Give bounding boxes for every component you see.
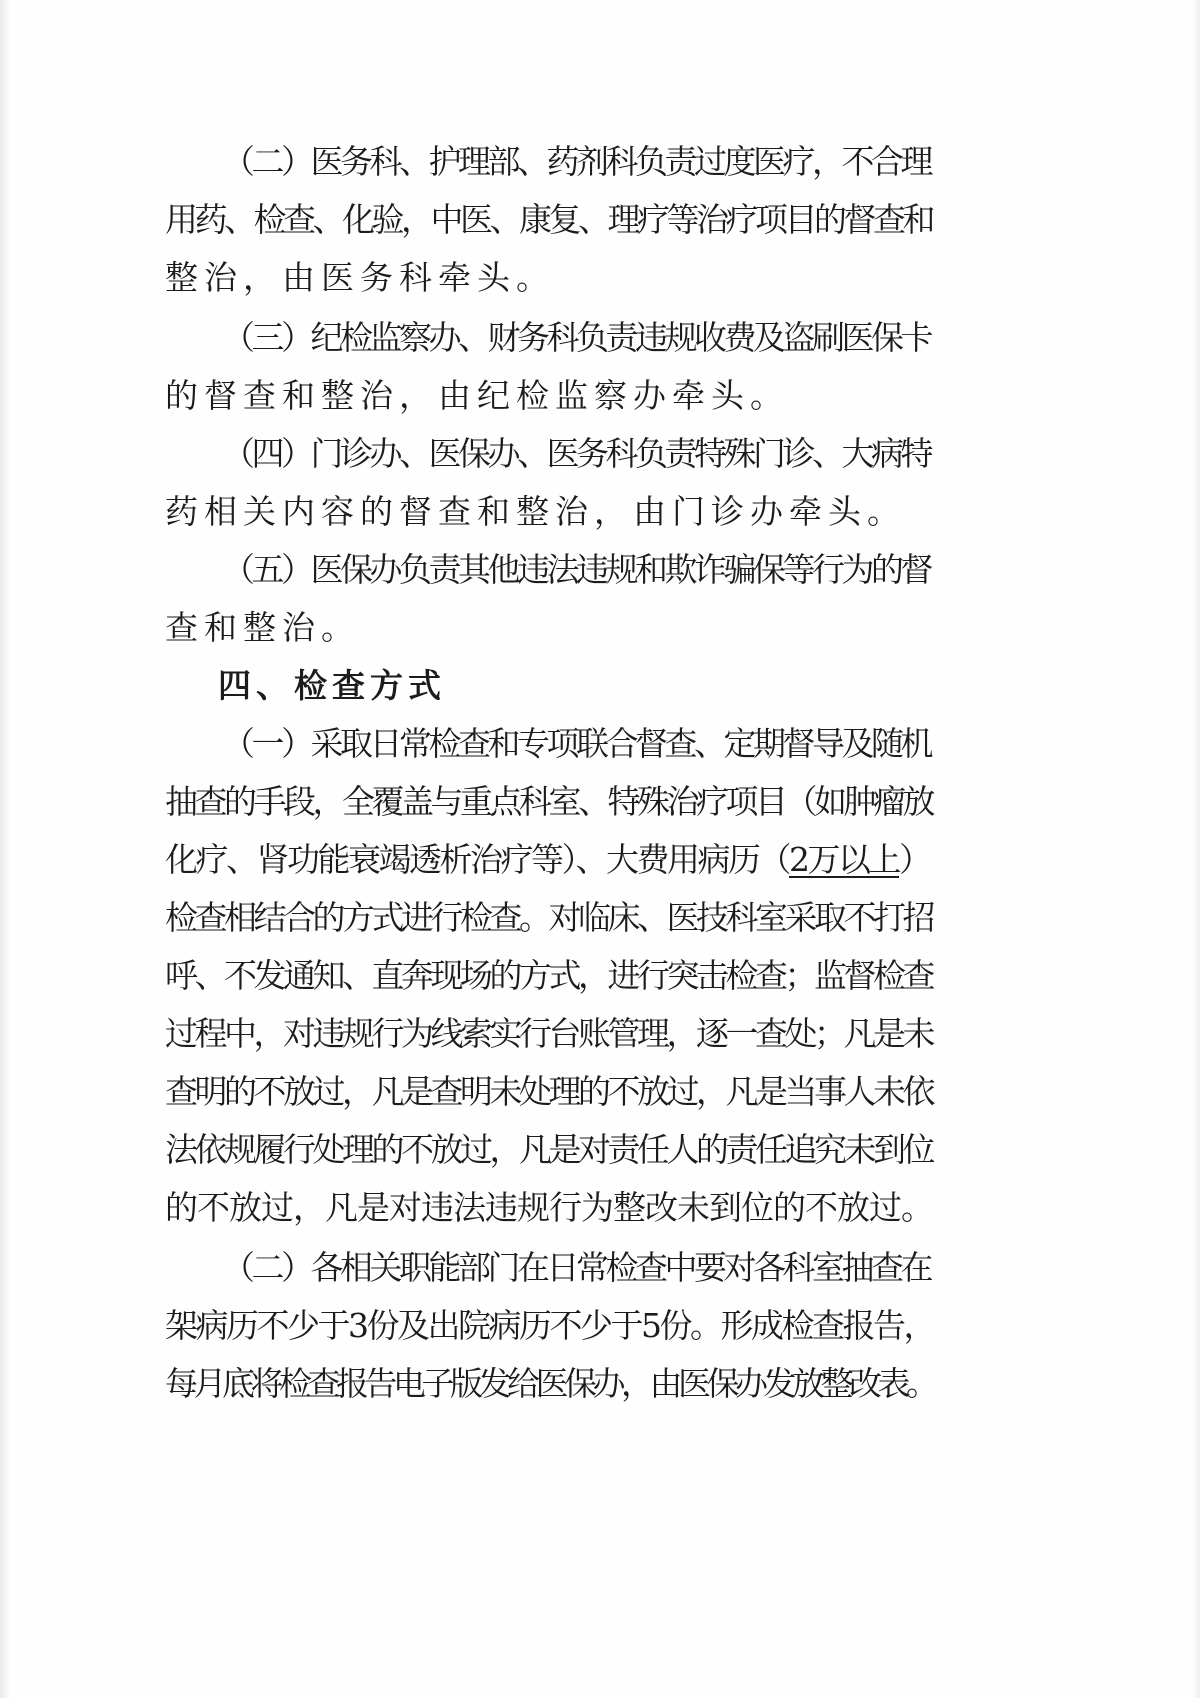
line-text: ） (899, 840, 930, 879)
paragraph-line: 每月底将检查报告电子版发给医保办，由医保办发放整改表。 (165, 1364, 935, 1403)
paragraph-line: 法依规履行处理的不放过，凡是对责任人的责任追究未到位 (165, 1130, 932, 1169)
paragraph-line: （二）各相关职能部门在日常检查中要对各科室抽查在 (222, 1248, 930, 1287)
scan-edge-right (1192, 0, 1200, 1698)
paragraph-line: 查明的不放过，凡是查明未处理的不放过，凡是当事人未依 (165, 1072, 932, 1111)
paragraph-line: （二）医务科、护理部、药剂科负责过度医疗，不合理 (222, 142, 930, 181)
scan-edge-left (0, 0, 10, 1698)
paragraph-line: （四）门诊办、医保办、医务科负责特殊门诊、大病特 (222, 434, 930, 473)
paragraph-line: 的督查和整治，由纪检监察办牵头。 (165, 376, 789, 415)
paragraph-line: 架病历不少于3份及出院病历不少于5份。形成检查报告， (165, 1306, 934, 1345)
paragraph-line: 整治，由医务科牵头。 (165, 258, 555, 297)
paragraph-line: 检查相结合的方式进行检查。对临床、医技科室采取不打招 (165, 898, 932, 937)
paragraph-line: 药相关内容的督查和整治，由门诊办牵头。 (165, 492, 906, 531)
paragraph-line: （一）采取日常检查和专项联合督查、定期督导及随机 (222, 724, 930, 763)
paragraph-line: 抽查的手段，全覆盖与重点科室、特殊治疗项目（如肿瘤放 (165, 782, 932, 821)
paragraph-line: 查和整治。 (165, 608, 360, 647)
section-heading: 四、检查方式 (218, 666, 446, 705)
paragraph-line: （五）医保办负责其他违法违规和欺诈骗保等行为的督 (222, 550, 930, 589)
paragraph-line: 用药、检查、化验，中医、康复、理疗等治疗项目的督查和 (165, 200, 932, 239)
paragraph-line: 过程中，对违规行为线索实行台账管理，逐一查处；凡是未 (165, 1014, 932, 1053)
paragraph-line (165, 840, 930, 880)
paragraph-line: 的不放过，凡是对违法违规行为整改未到位的不放过。 (165, 1188, 933, 1227)
paragraph-line: （三）纪检监察办、财务科负责违规收费及盗刷医保卡 (222, 318, 930, 357)
paragraph-line: 呼、不发通知、直奔现场的方式，进行突击检查；监督检查 (165, 956, 932, 995)
underlined-amount: 2万以上 (789, 840, 899, 879)
line-text: 化疗、肾功能衰竭透析治疗等）、大费用病历（ (165, 840, 789, 879)
